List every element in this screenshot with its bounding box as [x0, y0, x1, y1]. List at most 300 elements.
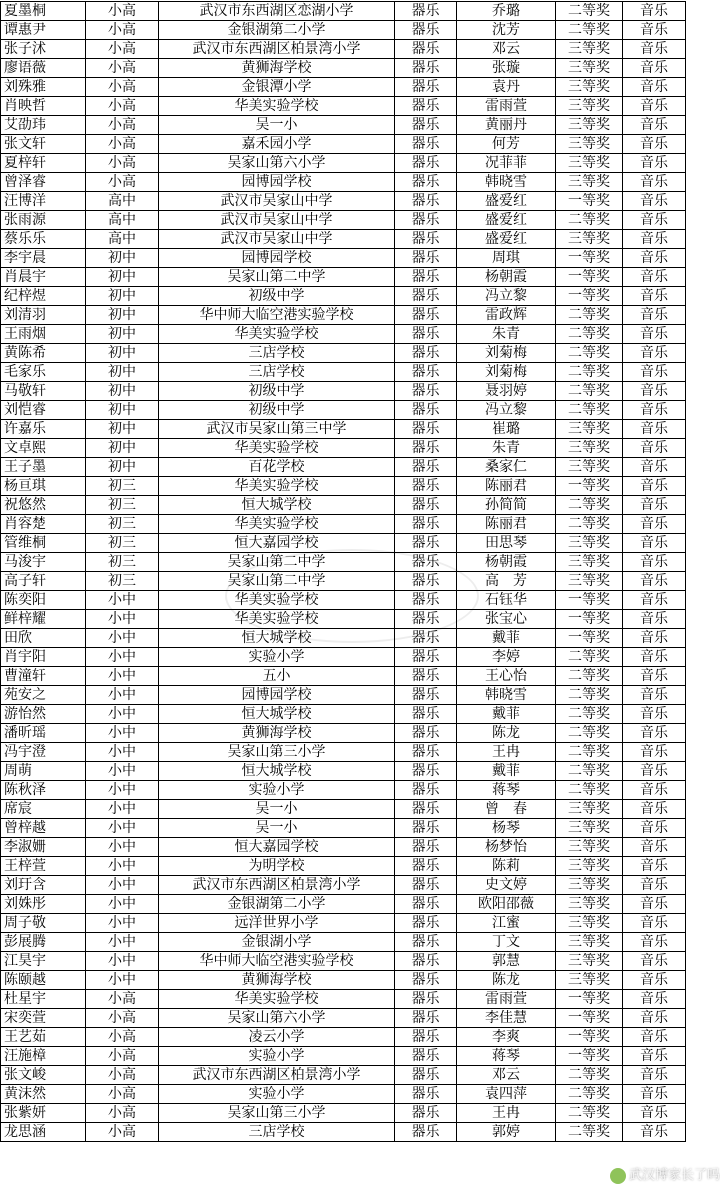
cell-category: 器乐 [395, 857, 457, 876]
cell-category: 器乐 [395, 781, 457, 800]
awards-table-body [1, 2, 686, 1142]
cell-teacher: 刘菊梅 [457, 344, 556, 363]
cell-school: 吴一小 [159, 819, 395, 838]
cell-category: 器乐 [395, 724, 457, 743]
table-row [1, 914, 686, 933]
table-row [1, 648, 686, 667]
cell-category: 器乐 [395, 705, 457, 724]
table-row [1, 40, 686, 59]
cell-teacher: 聂羽婷 [457, 382, 556, 401]
cell-level: 初中 [86, 287, 159, 306]
cell-school: 吴家山第六小学 [159, 1009, 395, 1028]
cell-level: 小中 [86, 705, 159, 724]
cell-teacher: 盛爱红 [457, 211, 556, 230]
table-row [1, 192, 686, 211]
table-row [1, 287, 686, 306]
cell-award: 一等奖 [556, 1009, 623, 1028]
table-row [1, 952, 686, 971]
cell-name: 肖容楚 [1, 515, 86, 534]
cell-subject: 音乐 [623, 572, 686, 591]
cell-name: 肖宇阳 [1, 648, 86, 667]
cell-subject: 音乐 [623, 895, 686, 914]
cell-school: 吴家山第二中学 [159, 268, 395, 287]
cell-category: 器乐 [395, 1047, 457, 1066]
cell-name: 许嘉乐 [1, 420, 86, 439]
cell-school: 华美实验学校 [159, 325, 395, 344]
cell-name: 彭展腾 [1, 933, 86, 952]
cell-category: 器乐 [395, 629, 457, 648]
cell-category: 器乐 [395, 648, 457, 667]
cell-level: 初中 [86, 306, 159, 325]
cell-name: 周萌 [1, 762, 86, 781]
table-row [1, 496, 686, 515]
cell-category: 器乐 [395, 971, 457, 990]
table-row [1, 116, 686, 135]
cell-category: 器乐 [395, 952, 457, 971]
cell-name: 席宸 [1, 800, 86, 819]
table-row [1, 686, 686, 705]
cell-teacher: 王冉 [457, 1104, 556, 1123]
cell-level: 高中 [86, 192, 159, 211]
table-row [1, 895, 686, 914]
cell-name: 马浚宇 [1, 553, 86, 572]
cell-subject: 音乐 [623, 1104, 686, 1123]
table-row [1, 363, 686, 382]
cell-subject: 音乐 [623, 819, 686, 838]
cell-award: 二等奖 [556, 743, 623, 762]
cell-level: 小高 [86, 1028, 159, 1047]
cell-subject: 音乐 [623, 857, 686, 876]
cell-award: 三等奖 [556, 97, 623, 116]
cell-school: 武汉市东西湖区恋湖小学 [159, 2, 395, 21]
cell-level: 初中 [86, 363, 159, 382]
cell-award: 三等奖 [556, 154, 623, 173]
cell-award: 二等奖 [556, 211, 623, 230]
cell-award: 三等奖 [556, 439, 623, 458]
cell-teacher: 郭婷 [457, 1123, 556, 1142]
cell-category: 器乐 [395, 933, 457, 952]
cell-level: 小中 [86, 724, 159, 743]
cell-teacher: 雷雨萱 [457, 990, 556, 1009]
cell-teacher: 杨朝霞 [457, 268, 556, 287]
cell-teacher: 韩晓雪 [457, 686, 556, 705]
cell-teacher: 周琪 [457, 249, 556, 268]
cell-level: 初三 [86, 515, 159, 534]
cell-category: 器乐 [395, 325, 457, 344]
cell-school: 园博园学校 [159, 173, 395, 192]
cell-subject: 音乐 [623, 1009, 686, 1028]
cell-teacher: 欧阳邵薇 [457, 895, 556, 914]
cell-level: 小高 [86, 990, 159, 1009]
cell-category: 器乐 [395, 591, 457, 610]
cell-category: 器乐 [395, 477, 457, 496]
cell-name: 夏墨桐 [1, 2, 86, 21]
table-row [1, 534, 686, 553]
cell-subject: 音乐 [623, 154, 686, 173]
cell-award: 三等奖 [556, 876, 623, 895]
cell-school: 实验小学 [159, 781, 395, 800]
table-row [1, 800, 686, 819]
cell-level: 小中 [86, 800, 159, 819]
cell-category: 器乐 [395, 895, 457, 914]
cell-teacher: 陈丽君 [457, 477, 556, 496]
cell-school: 百花学校 [159, 458, 395, 477]
cell-name: 毛家乐 [1, 363, 86, 382]
cell-category: 器乐 [395, 173, 457, 192]
cell-subject: 音乐 [623, 667, 686, 686]
cell-school: 吴一小 [159, 800, 395, 819]
cell-subject: 音乐 [623, 287, 686, 306]
cell-category: 器乐 [395, 990, 457, 1009]
cell-award: 三等奖 [556, 838, 623, 857]
cell-award: 三等奖 [556, 40, 623, 59]
cell-teacher: 张宝心 [457, 610, 556, 629]
cell-category: 器乐 [395, 1104, 457, 1123]
cell-level: 初中 [86, 249, 159, 268]
cell-level: 小中 [86, 838, 159, 857]
cell-teacher: 何芳 [457, 135, 556, 154]
table-row [1, 876, 686, 895]
table-row [1, 1066, 686, 1085]
cell-level: 小高 [86, 1009, 159, 1028]
cell-school: 华中师大临空港实验学校 [159, 952, 395, 971]
cell-name: 王梓萱 [1, 857, 86, 876]
cell-subject: 音乐 [623, 515, 686, 534]
cell-name: 江昊宇 [1, 952, 86, 971]
cell-award: 一等奖 [556, 192, 623, 211]
cell-teacher: 郭慧 [457, 952, 556, 971]
cell-name: 王子墨 [1, 458, 86, 477]
cell-award: 一等奖 [556, 249, 623, 268]
cell-level: 小高 [86, 97, 159, 116]
cell-level: 小高 [86, 40, 159, 59]
cell-school: 华美实验学校 [159, 990, 395, 1009]
table-row [1, 515, 686, 534]
table-row [1, 971, 686, 990]
cell-award: 二等奖 [556, 1123, 623, 1142]
table-row [1, 306, 686, 325]
wechat-icon [610, 1168, 626, 1184]
cell-award: 三等奖 [556, 819, 623, 838]
cell-name: 马敬轩 [1, 382, 86, 401]
cell-subject: 音乐 [623, 781, 686, 800]
cell-award: 二等奖 [556, 515, 623, 534]
cell-name: 王雨烟 [1, 325, 86, 344]
cell-teacher: 桑家仁 [457, 458, 556, 477]
cell-category: 器乐 [395, 382, 457, 401]
cell-subject: 音乐 [623, 686, 686, 705]
cell-award: 二等奖 [556, 496, 623, 515]
cell-level: 初中 [86, 325, 159, 344]
cell-name: 刘殊雅 [1, 78, 86, 97]
table-row [1, 781, 686, 800]
cell-award: 二等奖 [556, 1104, 623, 1123]
cell-level: 小高 [86, 78, 159, 97]
cell-name: 陈奕阳 [1, 591, 86, 610]
cell-award: 二等奖 [556, 724, 623, 743]
cell-name: 周子敬 [1, 914, 86, 933]
cell-school: 华美实验学校 [159, 97, 395, 116]
cell-award: 三等奖 [556, 895, 623, 914]
table-row [1, 173, 686, 192]
cell-category: 器乐 [395, 116, 457, 135]
cell-award: 二等奖 [556, 325, 623, 344]
cell-name: 冯宇澄 [1, 743, 86, 762]
cell-name: 李宇晨 [1, 249, 86, 268]
cell-school: 恒大城学校 [159, 705, 395, 724]
cell-level: 小高 [86, 135, 159, 154]
cell-name: 汪博洋 [1, 192, 86, 211]
cell-school: 为明学校 [159, 857, 395, 876]
cell-name: 王艺茹 [1, 1028, 86, 1047]
cell-subject: 音乐 [623, 135, 686, 154]
cell-school: 园博园学校 [159, 249, 395, 268]
cell-award: 一等奖 [556, 591, 623, 610]
cell-category: 器乐 [395, 667, 457, 686]
table-row [1, 610, 686, 629]
cell-category: 器乐 [395, 306, 457, 325]
cell-name: 曾泽睿 [1, 173, 86, 192]
cell-level: 初三 [86, 477, 159, 496]
cell-subject: 音乐 [623, 325, 686, 344]
table-row [1, 439, 686, 458]
cell-category: 器乐 [395, 819, 457, 838]
cell-category: 器乐 [395, 21, 457, 40]
cell-school: 吴家山第三小学 [159, 743, 395, 762]
cell-award: 三等奖 [556, 78, 623, 97]
cell-level: 小中 [86, 667, 159, 686]
cell-level: 初中 [86, 458, 159, 477]
cell-category: 器乐 [395, 1123, 457, 1142]
table-row [1, 1104, 686, 1123]
cell-teacher: 盛爱红 [457, 230, 556, 249]
cell-award: 一等奖 [556, 477, 623, 496]
cell-teacher: 李婷 [457, 648, 556, 667]
cell-category: 器乐 [395, 344, 457, 363]
cell-teacher: 朱青 [457, 439, 556, 458]
cell-teacher: 张璇 [457, 59, 556, 78]
cell-subject: 音乐 [623, 1047, 686, 1066]
cell-subject: 音乐 [623, 1123, 686, 1142]
table-row [1, 1047, 686, 1066]
cell-name: 廖语薇 [1, 59, 86, 78]
cell-level: 初中 [86, 439, 159, 458]
cell-subject: 音乐 [623, 496, 686, 515]
cell-name: 张子沭 [1, 40, 86, 59]
cell-category: 器乐 [395, 135, 457, 154]
cell-teacher: 史文婷 [457, 876, 556, 895]
cell-school: 吴家山第二中学 [159, 572, 395, 591]
cell-school: 五小 [159, 667, 395, 686]
cell-subject: 音乐 [623, 116, 686, 135]
cell-subject: 音乐 [623, 648, 686, 667]
cell-school: 华美实验学校 [159, 477, 395, 496]
table-row [1, 629, 686, 648]
cell-level: 初三 [86, 572, 159, 591]
table-row [1, 97, 686, 116]
cell-teacher: 杨琴 [457, 819, 556, 838]
cell-teacher: 黄丽丹 [457, 116, 556, 135]
cell-school: 初级中学 [159, 382, 395, 401]
cell-award: 二等奖 [556, 667, 623, 686]
cell-school: 吴家山第三小学 [159, 1104, 395, 1123]
cell-subject: 音乐 [623, 534, 686, 553]
cell-teacher: 陈莉 [457, 857, 556, 876]
cell-level: 小高 [86, 21, 159, 40]
cell-level: 小中 [86, 610, 159, 629]
table-row [1, 21, 686, 40]
table-row [1, 591, 686, 610]
cell-school: 华美实验学校 [159, 515, 395, 534]
table-row [1, 857, 686, 876]
cell-subject: 音乐 [623, 439, 686, 458]
cell-school: 华美实验学校 [159, 610, 395, 629]
table-row [1, 2, 686, 21]
cell-category: 器乐 [395, 78, 457, 97]
cell-name: 谭惠尹 [1, 21, 86, 40]
cell-category: 器乐 [395, 249, 457, 268]
cell-award: 三等奖 [556, 857, 623, 876]
cell-subject: 音乐 [623, 97, 686, 116]
cell-school: 黄狮海学校 [159, 724, 395, 743]
cell-category: 器乐 [395, 914, 457, 933]
cell-teacher: 石钰华 [457, 591, 556, 610]
cell-category: 器乐 [395, 59, 457, 78]
cell-award: 二等奖 [556, 401, 623, 420]
cell-school: 凌云小学 [159, 1028, 395, 1047]
cell-award: 二等奖 [556, 363, 623, 382]
cell-teacher: 盛爱红 [457, 192, 556, 211]
cell-level: 小高 [86, 1066, 159, 1085]
cell-subject: 音乐 [623, 192, 686, 211]
cell-teacher: 乔璐 [457, 2, 556, 21]
cell-teacher: 冯立黎 [457, 287, 556, 306]
table-row [1, 1123, 686, 1142]
cell-teacher: 孙简简 [457, 496, 556, 515]
cell-level: 小高 [86, 1085, 159, 1104]
cell-name: 陈秋泽 [1, 781, 86, 800]
table-row [1, 268, 686, 287]
cell-level: 小中 [86, 743, 159, 762]
cell-award: 三等奖 [556, 116, 623, 135]
cell-school: 三店学校 [159, 363, 395, 382]
cell-level: 小高 [86, 2, 159, 21]
cell-level: 小高 [86, 1104, 159, 1123]
cell-level: 小中 [86, 971, 159, 990]
cell-subject: 音乐 [623, 610, 686, 629]
table-row [1, 78, 686, 97]
cell-level: 小中 [86, 914, 159, 933]
awards-sheet [0, 1, 685, 1142]
cell-school: 金银湖小学 [159, 933, 395, 952]
cell-teacher: 朱青 [457, 325, 556, 344]
cell-name: 刘清羽 [1, 306, 86, 325]
cell-name: 张文峻 [1, 1066, 86, 1085]
cell-subject: 音乐 [623, 363, 686, 382]
cell-level: 小高 [86, 116, 159, 135]
cell-school: 三店学校 [159, 1123, 395, 1142]
cell-award: 二等奖 [556, 705, 623, 724]
cell-name: 肖映哲 [1, 97, 86, 116]
cell-subject: 音乐 [623, 420, 686, 439]
cell-school: 金银潭小学 [159, 78, 395, 97]
cell-award: 三等奖 [556, 173, 623, 192]
cell-school: 恒大城学校 [159, 762, 395, 781]
cell-level: 小中 [86, 857, 159, 876]
cell-teacher: 崔璐 [457, 420, 556, 439]
cell-subject: 音乐 [623, 990, 686, 1009]
cell-school: 武汉市东西湖区柏景湾小学 [159, 876, 395, 895]
cell-subject: 音乐 [623, 952, 686, 971]
cell-subject: 音乐 [623, 705, 686, 724]
cell-category: 器乐 [395, 401, 457, 420]
cell-teacher: 戴菲 [457, 629, 556, 648]
cell-name: 杨亘琪 [1, 477, 86, 496]
cell-name: 纪梓煜 [1, 287, 86, 306]
cell-school: 华中师大临空港实验学校 [159, 306, 395, 325]
cell-teacher: 韩晓雪 [457, 173, 556, 192]
table-row [1, 838, 686, 857]
cell-subject: 音乐 [623, 249, 686, 268]
cell-subject: 音乐 [623, 1085, 686, 1104]
cell-category: 器乐 [395, 572, 457, 591]
cell-teacher: 李爽 [457, 1028, 556, 1047]
cell-school: 初级中学 [159, 287, 395, 306]
cell-subject: 音乐 [623, 382, 686, 401]
cell-school: 吴家山第六小学 [159, 154, 395, 173]
cell-school: 园博园学校 [159, 686, 395, 705]
cell-award: 三等奖 [556, 971, 623, 990]
cell-name: 祝悠然 [1, 496, 86, 515]
cell-award: 三等奖 [556, 59, 623, 78]
cell-subject: 音乐 [623, 743, 686, 762]
cell-teacher: 雷雨萱 [457, 97, 556, 116]
cell-award: 一等奖 [556, 268, 623, 287]
cell-teacher: 邓云 [457, 40, 556, 59]
cell-subject: 音乐 [623, 2, 686, 21]
cell-award: 二等奖 [556, 781, 623, 800]
cell-name: 管维桐 [1, 534, 86, 553]
cell-category: 器乐 [395, 2, 457, 21]
cell-level: 小中 [86, 762, 159, 781]
cell-name: 陈颐越 [1, 971, 86, 990]
cell-teacher: 王心怡 [457, 667, 556, 686]
cell-subject: 音乐 [623, 401, 686, 420]
cell-school: 武汉市吴家山中学 [159, 230, 395, 249]
cell-level: 初中 [86, 344, 159, 363]
cell-level: 初中 [86, 401, 159, 420]
cell-school: 恒大城学校 [159, 496, 395, 515]
cell-level: 初三 [86, 496, 159, 515]
cell-category: 器乐 [395, 40, 457, 59]
cell-name: 汪施樟 [1, 1047, 86, 1066]
cell-level: 小高 [86, 1123, 159, 1142]
cell-level: 小中 [86, 686, 159, 705]
cell-teacher: 杨朝霞 [457, 553, 556, 572]
cell-subject: 音乐 [623, 40, 686, 59]
cell-name: 肖晨宇 [1, 268, 86, 287]
cell-name: 张雨源 [1, 211, 86, 230]
cell-name: 蔡乐乐 [1, 230, 86, 249]
cell-award: 三等奖 [556, 135, 623, 154]
cell-name: 刘姝彤 [1, 895, 86, 914]
cell-subject: 音乐 [623, 78, 686, 97]
cell-name: 田欣 [1, 629, 86, 648]
cell-award: 二等奖 [556, 648, 623, 667]
cell-level: 小中 [86, 895, 159, 914]
cell-teacher: 蒋琴 [457, 781, 556, 800]
cell-category: 器乐 [395, 496, 457, 515]
